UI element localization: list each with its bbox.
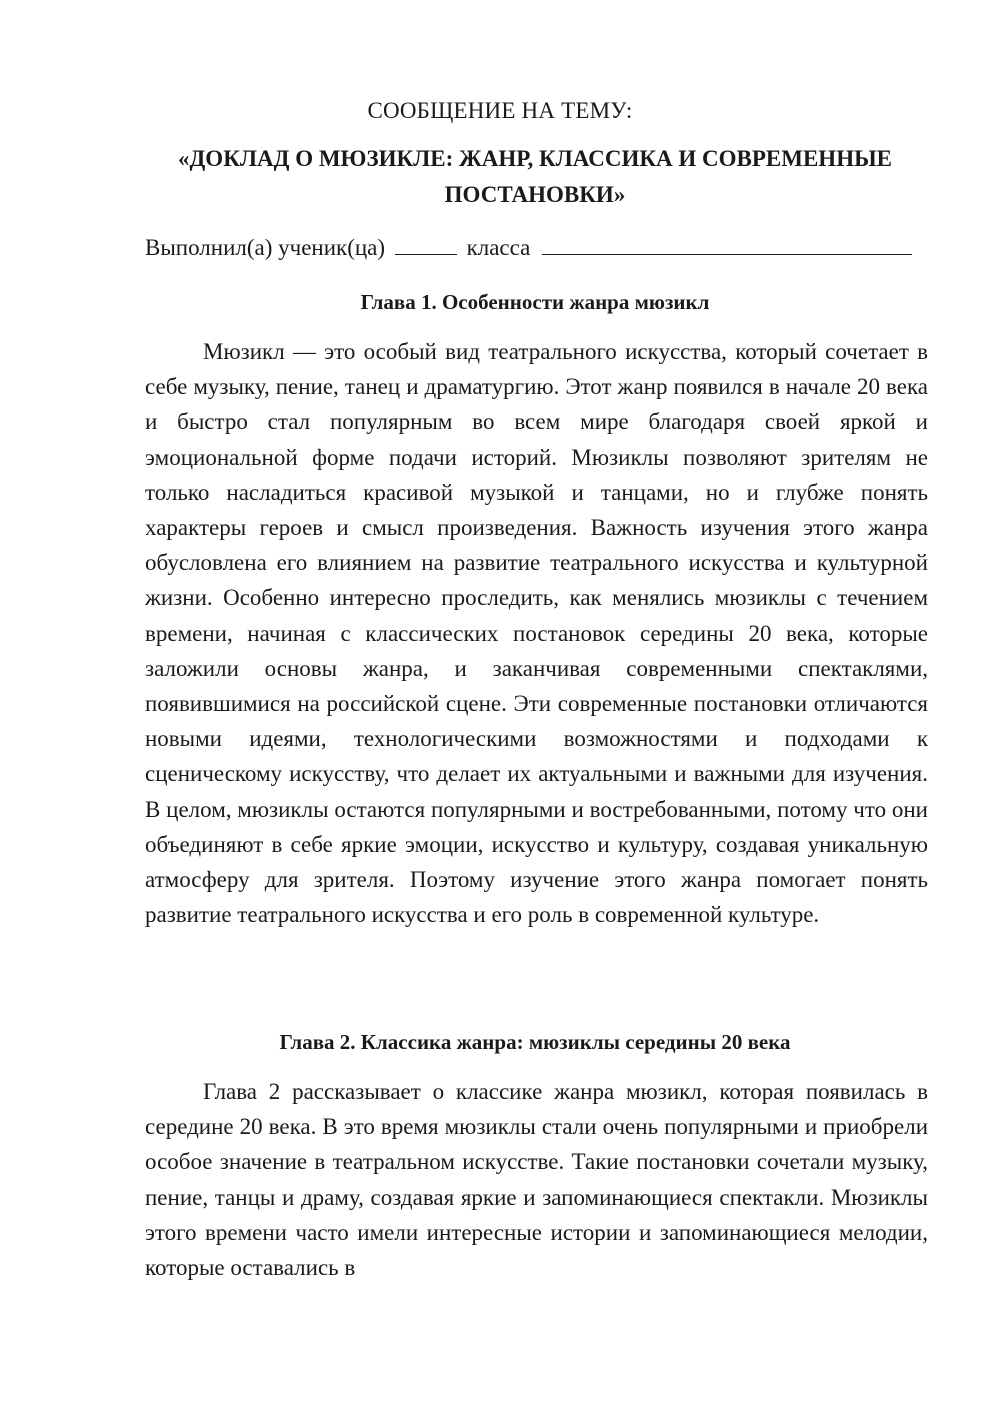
chapter-1-heading: Глава 1. Особенности жанра мюзикл (360, 290, 710, 314)
class-label: класса (466, 235, 531, 260)
document-subject-line: СООБЩЕНИЕ НА ТЕМУ: (367, 98, 633, 123)
author-prefix: Выполнил(а) ученик(ца) (145, 235, 386, 260)
document-title: «ДОКЛАД О МЮЗИКЛЕ: ЖАНР, КЛАССИКА И СОВРЕМЕННЫЕ ПОСТАНОВКИ» (177, 146, 893, 207)
chapter-2-heading: Глава 2. Классика жанра: мюзиклы середины 20 века (279, 1030, 791, 1054)
chapter-1-paragraph: Мюзикл — это особый вид театрального искусства, который сочетает в себе музыку, пение, танец и драматургию. Этот жанр появился в начале 20 века и быстро стал популярным во всем мире благодаря своей яркой и эмоциональной форме подачи историй. Мюзиклы позволяют зрителям не только насладиться красивой музыкой и танцами, но и глубже понять характеры героев и смысл произведения. Важность изучения этого жанра обусловлена его влиянием на развитие театрального искусства и культурной жизни. Особенно интересно проследить, как менялись мюзиклы с течением времени, начиная с классических постановок середины 20 века, которые заложили основы жанра, и заканчивая современными спектаклями, появившимися на российской сцене. Эти современные постановки отличаются новыми идеями, технологическими возможностями и подходами к сценическому искусству, что делает их актуальными и важными для изучения. В целом, мюзиклы остаются популярными и востребованными, потому что они объединяют в себе яркие эмоции, искусство и культуру, создавая уникальную атмосферу для зрителя. Поэтому изучение этого жанра помогает понять развитие театрального искусства и его роль в современной культуре. (145, 339, 928, 928)
grade-blank-field[interactable] (395, 232, 457, 255)
author-line (145, 232, 912, 263)
student-name-blank-field[interactable] (542, 232, 912, 255)
chapter-2-paragraph: Глава 2 рассказывает о классике жанра мюзикл, которая появилась в середине 20 века. В это время мюзиклы стали очень популярными и приобрели особое значение в театральном искусстве. Такие постановки сочетали музыку, пение, танцы и драму, создавая яркие и запоминающиеся спектакли. Мюзиклы этого времени часто имели интересные истории и запоминающиеся мелодии, которые оставались в (145, 1079, 928, 1281)
